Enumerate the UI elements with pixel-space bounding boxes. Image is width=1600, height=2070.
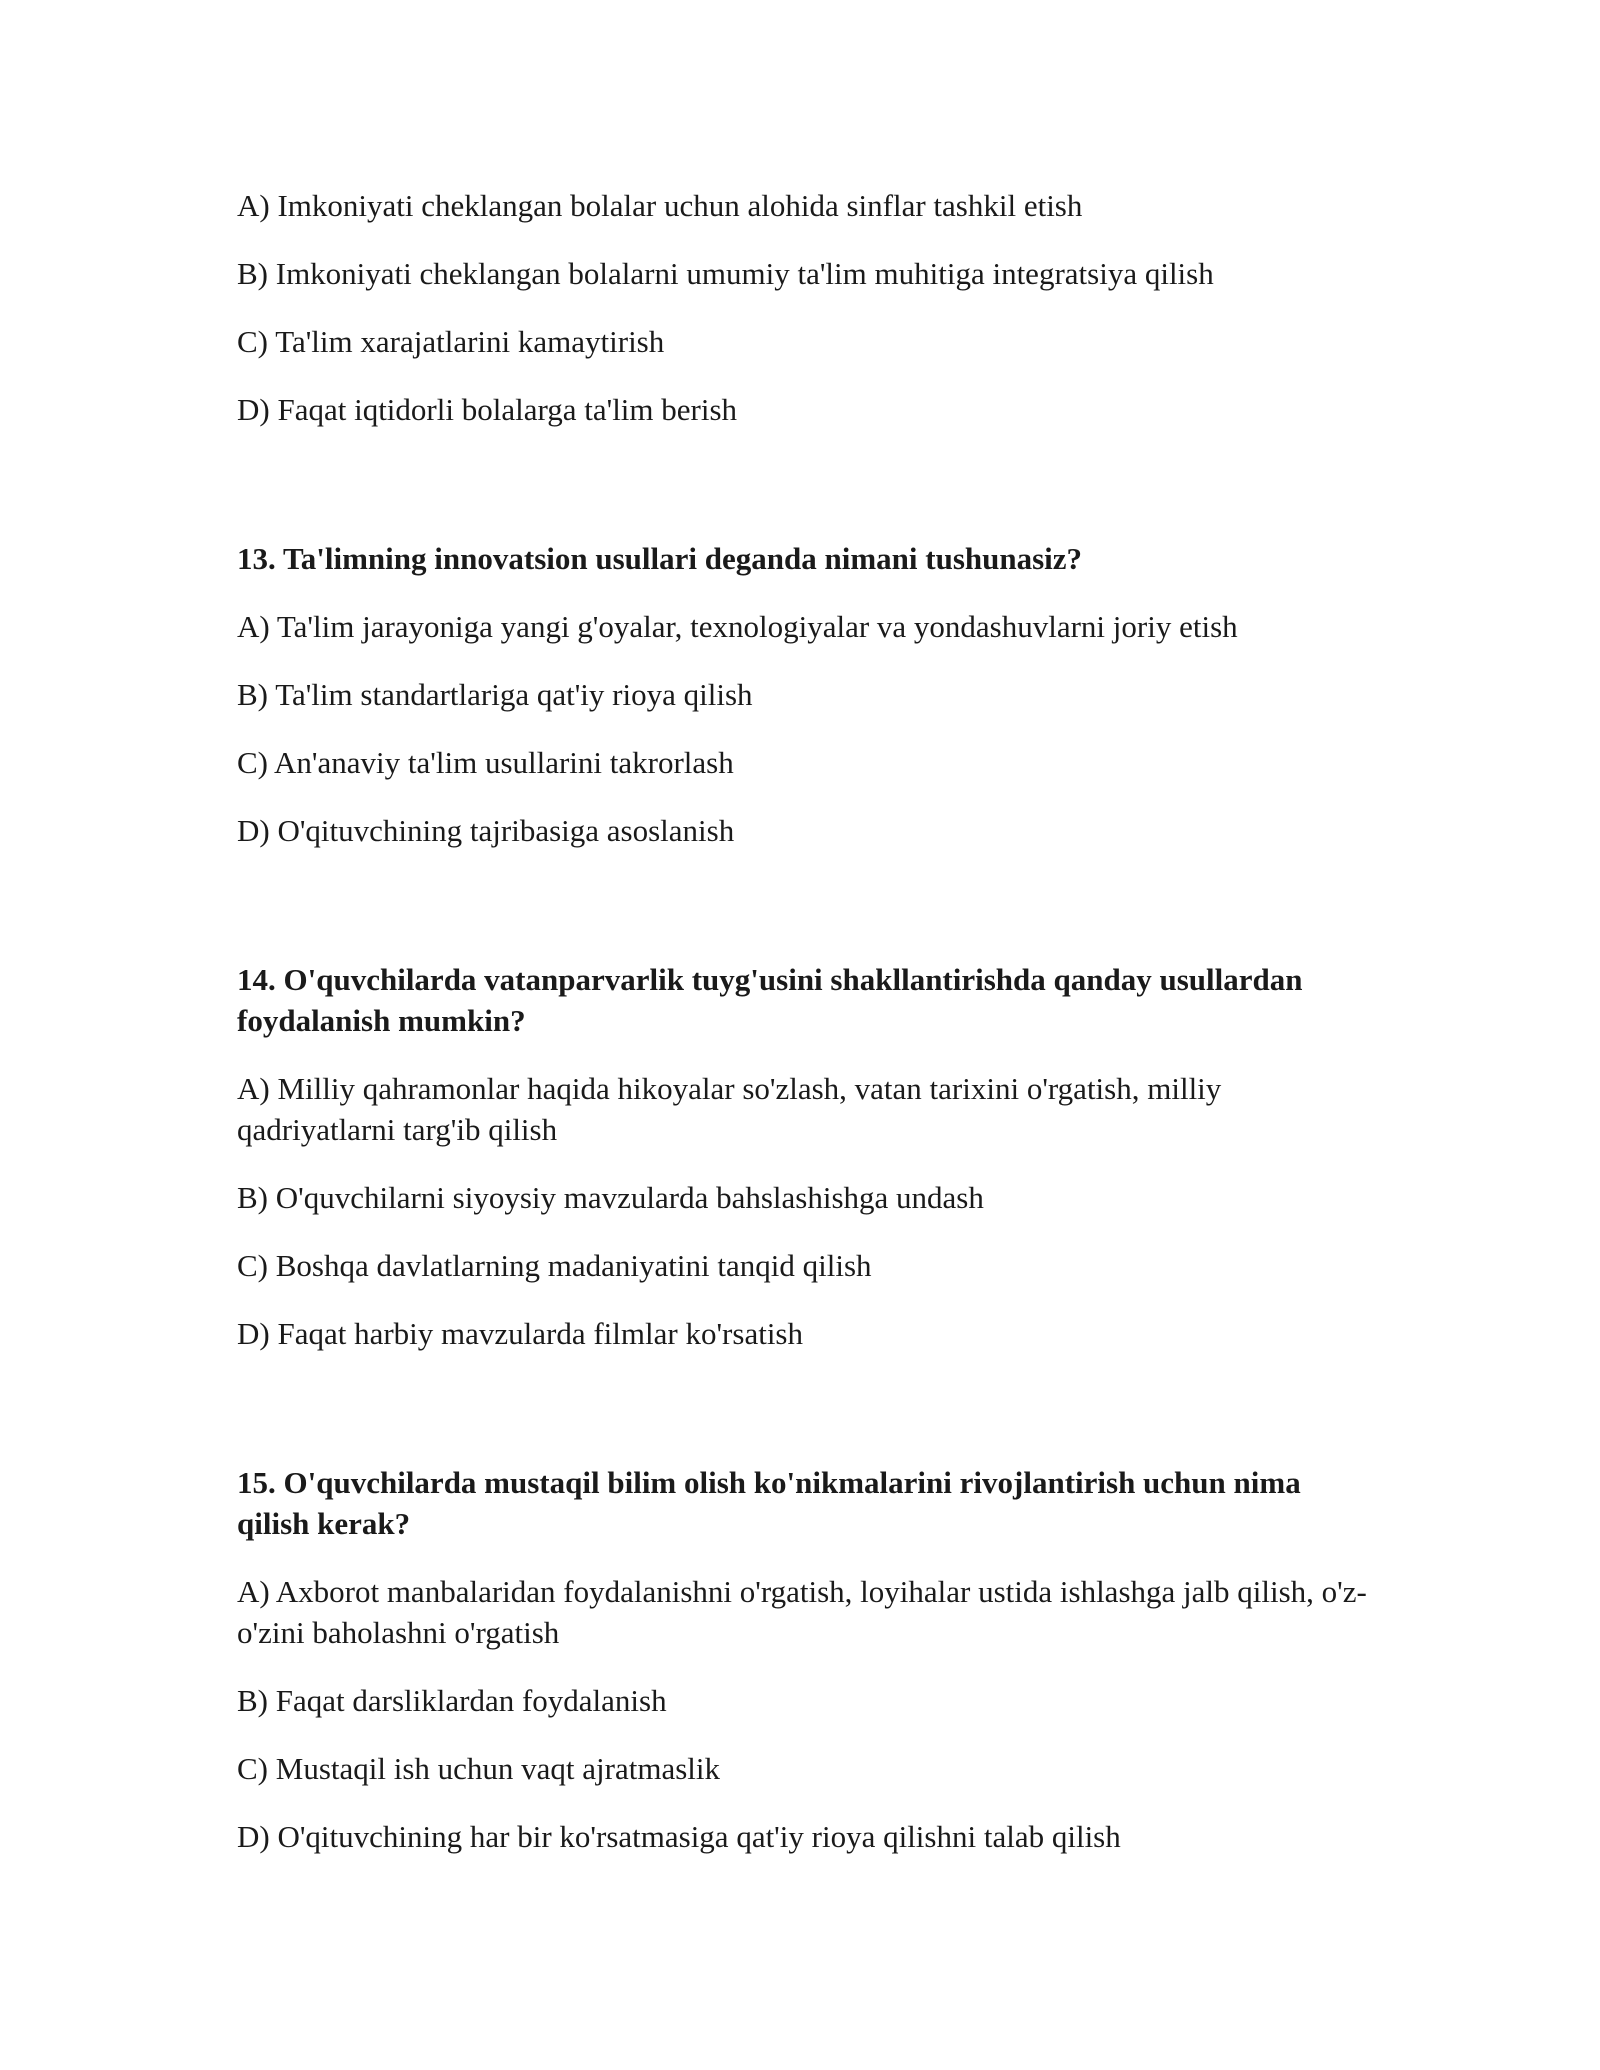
document-content xyxy=(237,185,1367,1884)
question-14-title: 14. O'quvchilarda vatanparvarlik tuyg'usini shakllantirishda qanday usullardan foydalanish mumkin? xyxy=(237,962,1303,1038)
q13-option-a: A) Ta'lim jarayoniga yangi g'oyalar, texnologiyalar va yondashuvlarni joriy etish xyxy=(237,609,1238,644)
q14-option-b: B) O'quvchilarni siyoysiy mavzularda bahslashishga undash xyxy=(237,1180,984,1215)
q14-option-a: A) Milliy qahramonlar haqida hikoyalar so'zlash, vatan tarixini o'rgatish, milliy qadriyatlarni targ'ib qilish xyxy=(237,1071,1222,1147)
q12-option-c: C) Ta'lim xarajatlarini kamaytirish xyxy=(237,324,665,359)
q14-option-d: D) Faqat harbiy mavzularda filmlar ko'rsatish xyxy=(237,1316,803,1351)
q12-option-a: A) Imkoniyati cheklangan bolalar uchun alohida sinflar tashkil etish xyxy=(237,188,1083,223)
q13-option-c: C) An'anaviy ta'lim usullarini takrorlash xyxy=(237,745,734,780)
q15-option-b: B) Faqat darsliklardan foydalanish xyxy=(237,1683,667,1718)
question-15-title: 15. O'quvchilarda mustaqil bilim olish ko'nikmalarini rivojlantirish uchun nima qilish kerak? xyxy=(237,1465,1301,1541)
question-14-block xyxy=(237,959,1367,1354)
q12-option-b: B) Imkoniyati cheklangan bolalarni umumiy ta'lim muhitiga integratsiya qilish xyxy=(237,256,1214,291)
q15-option-c: C) Mustaqil ish uchun vaqt ajratmaslik xyxy=(237,1751,721,1786)
q14-option-c: C) Boshqa davlatlarning madaniyatini tanqid qilish xyxy=(237,1248,872,1283)
question-15-block xyxy=(237,1462,1367,1857)
question-12-block xyxy=(237,185,1367,430)
question-13-title: 13. Ta'limning innovatsion usullari deganda nimani tushunasiz? xyxy=(237,541,1083,576)
q13-option-d: D) O'qituvchining tajribasiga asoslanish xyxy=(237,813,735,848)
q15-option-d: D) O'qituvchining har bir ko'rsatmasiga qat'iy rioya qilishni talab qilish xyxy=(237,1819,1121,1854)
q13-option-b: B) Ta'lim standartlariga qat'iy rioya qilish xyxy=(237,677,753,712)
question-13-block xyxy=(237,538,1367,851)
q12-option-d: D) Faqat iqtidorli bolalarga ta'lim berish xyxy=(237,392,738,427)
q15-option-a: A) Axborot manbalaridan foydalanishni o'rgatish, loyihalar ustida ishlashga jalb qilish, o'z-o'zini baholashni o'rgatish xyxy=(237,1574,1367,1650)
